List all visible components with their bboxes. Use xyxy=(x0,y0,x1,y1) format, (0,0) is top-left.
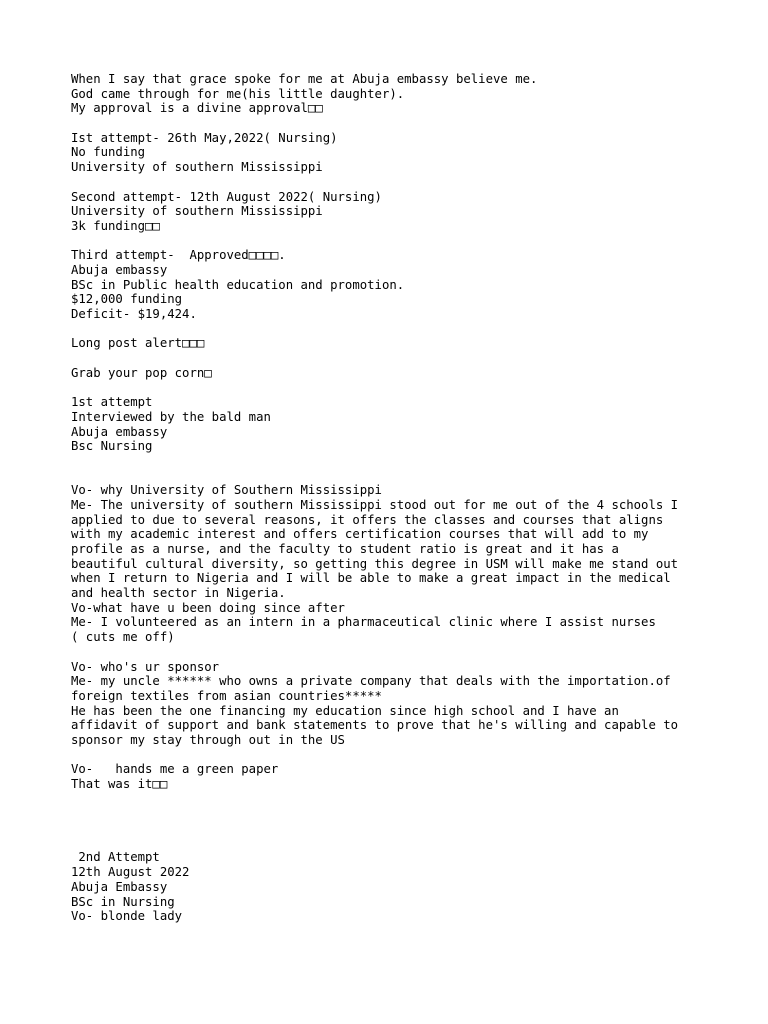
text-line: Me- I volunteered as an intern in a pharmaceutical clinic where I assist nurses xyxy=(71,615,656,630)
text-line: when I return to Nigeria and I will be able to make a great impact in the medical xyxy=(71,571,671,586)
text-line: Ist attempt- 26th May,2022( Nursing) xyxy=(71,130,338,145)
text-line: with my academic interest and offers certification courses that will add to my xyxy=(71,527,649,542)
text-line: Deficit- $19,424. xyxy=(71,307,197,321)
text-line: He has been the one financing my education since high school and I have an xyxy=(71,703,619,718)
text-line: Long post alert□□□ xyxy=(71,336,205,351)
blank-line xyxy=(71,645,711,660)
text-line: BSc in Nursing xyxy=(71,894,175,909)
text-line: Abuja Embassy xyxy=(71,879,168,894)
text-line: $12,000 funding xyxy=(71,292,183,307)
text-line: Interviewed by the bald man xyxy=(71,409,271,424)
text-line: University of southern Mississippi xyxy=(71,204,323,219)
blank-line xyxy=(71,454,711,469)
blank-line xyxy=(71,116,711,131)
blank-line xyxy=(71,748,711,763)
text-line: affidavit of support and bank statements to prove that he's willing and capable to xyxy=(71,718,679,733)
text-line: Abuja embassy xyxy=(71,424,168,439)
text-line: 2nd Attempt xyxy=(71,850,160,865)
text-line: Me- my uncle ****** who owns a private company that deals with the importation.of xyxy=(71,674,671,689)
blank-line xyxy=(71,175,711,190)
blank-line xyxy=(71,792,711,807)
text-line: My approval is a divine approval□□ xyxy=(71,101,323,116)
text-line: 3k funding□□ xyxy=(71,218,160,233)
blank-line xyxy=(71,322,711,337)
text-line: beautiful cultural diversity, so getting this degree in USM will make me stand out xyxy=(71,556,679,571)
text-line: That was it□□ xyxy=(71,777,168,791)
text-line: and health sector in Nigeria. xyxy=(71,586,286,601)
text-line: Vo- blonde lady xyxy=(71,909,183,924)
text-line: When I say that grace spoke for me at Abuja embassy believe me. xyxy=(71,72,538,86)
blank-line xyxy=(71,806,711,821)
text-line: University of southern Mississippi xyxy=(71,160,323,175)
blank-line xyxy=(71,380,711,395)
blank-line xyxy=(71,469,711,484)
text-line: Vo- who's ur sponsor xyxy=(71,659,220,674)
text-line: applied to due to several reasons, it offers the classes and courses that aligns xyxy=(71,512,664,527)
blank-line xyxy=(71,234,711,249)
text-line: Third attempt- Approved□□□□. xyxy=(71,248,286,263)
document-body xyxy=(71,72,711,924)
text-line: 1st attempt xyxy=(71,395,153,410)
text-line: sponsor my stay through out in the US xyxy=(71,732,345,747)
text-line: BSc in Public health education and promotion. xyxy=(71,277,405,292)
text-line: Abuja embassy xyxy=(71,262,168,277)
blank-line xyxy=(71,351,711,366)
text-line: Second attempt- 12th August 2022( Nursing) xyxy=(71,189,382,204)
text-line: Grab your pop corn□ xyxy=(71,365,212,380)
text-line: 12th August 2022 xyxy=(71,865,190,880)
blank-line xyxy=(71,821,711,836)
text-line: ( cuts me off) xyxy=(71,630,175,645)
text-line: No funding xyxy=(71,145,146,160)
text-line: Vo- why University of Southern Mississippi xyxy=(71,483,382,498)
text-line: Bsc Nursing xyxy=(71,439,153,454)
text-line: God came through for me(his little daughter). xyxy=(71,86,405,101)
blank-line xyxy=(71,836,711,851)
text-line: Vo- hands me a green paper xyxy=(71,762,279,777)
text-line: Vo-what have u been doing since after xyxy=(71,600,345,615)
text-line: profile as a nurse, and the faculty to student ratio is great and it has a xyxy=(71,542,619,556)
text-line: foreign textiles from asian countries***** xyxy=(71,688,382,703)
text-line: Me- The university of southern Mississippi stood out for me out of the 4 schools I xyxy=(71,497,679,512)
